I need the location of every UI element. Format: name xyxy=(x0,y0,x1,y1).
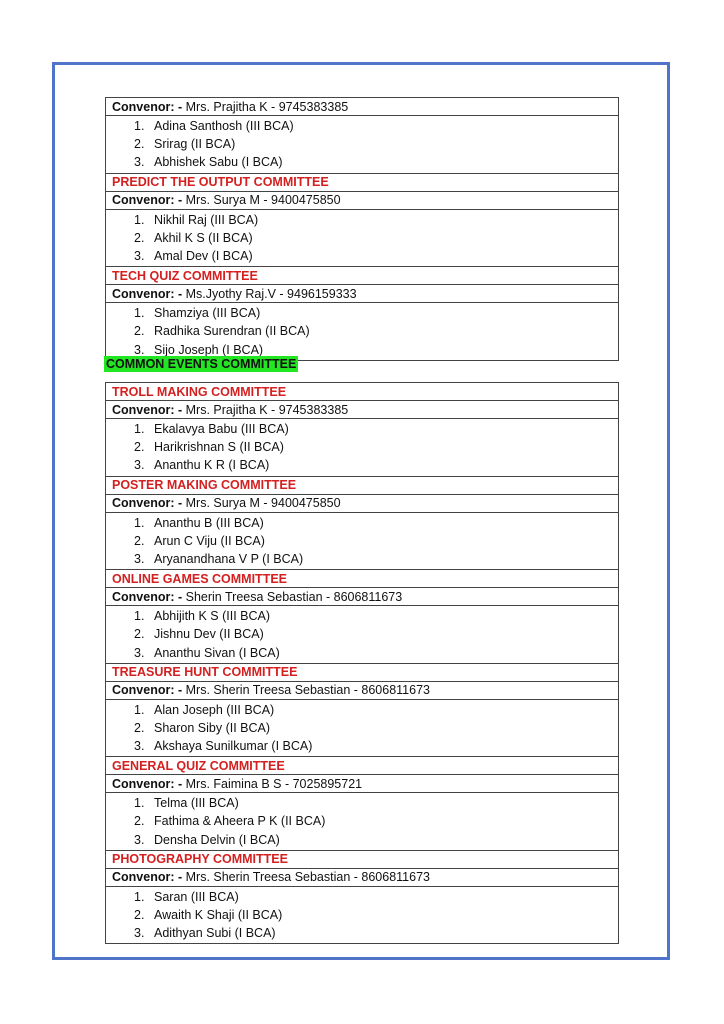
list-item xyxy=(134,701,612,719)
committee-title: POSTER MAKING COMMITTEE xyxy=(106,476,619,494)
member-name: Adina Santhosh (III BCA) xyxy=(154,119,294,133)
member-name: Aryanandhana V P (I BCA) xyxy=(154,551,304,566)
list-number: 2. xyxy=(134,137,145,152)
members-row xyxy=(106,419,619,477)
list-number: 1. xyxy=(134,889,145,904)
convenor-name: Mrs. Surya M - 9400475850 xyxy=(185,496,341,511)
list-item xyxy=(134,888,612,906)
member-name: Akshaya Sunilkumar (I BCA) xyxy=(154,739,313,754)
list-item xyxy=(134,247,612,265)
list-number: 3. xyxy=(134,155,145,170)
members-list xyxy=(106,606,619,664)
list-item xyxy=(134,322,612,340)
members-row xyxy=(106,699,619,757)
convenor-label: Convenor: - xyxy=(112,870,183,885)
member-name: Nikhil Raj (III BCA) xyxy=(154,212,259,227)
members-row xyxy=(106,793,619,851)
committee-title: PREDICT THE OUTPUT COMMITTEE xyxy=(106,173,619,191)
member-name: Arun C Viju (II BCA) xyxy=(154,533,265,548)
committee-title: ONLINE GAMES COMMITTEE xyxy=(106,570,619,588)
list-item xyxy=(134,625,612,643)
convenor-label: Convenor: - xyxy=(112,683,183,698)
committee-table-top xyxy=(105,97,619,361)
convenor-label: Convenor: - xyxy=(112,589,183,604)
convenor-name: Ms.Jyothy Raj.V - 9496159333 xyxy=(185,286,357,301)
convenor-name: Mrs. Sherin Treesa Sebastian - 8606811673 xyxy=(185,870,430,885)
list-item xyxy=(134,831,612,849)
member-name: Amal Dev (I BCA) xyxy=(154,248,253,263)
convenor-name: Mrs. Surya M - 9400475850 xyxy=(185,193,341,208)
list-item xyxy=(134,438,612,456)
member-name: Densha Delvin (I BCA) xyxy=(154,832,280,847)
list-item xyxy=(134,644,612,662)
list-item xyxy=(134,135,612,153)
convenor-cell xyxy=(106,868,619,886)
member-name: Harikrishnan S (II BCA) xyxy=(154,440,284,455)
list-number: 3. xyxy=(134,739,145,754)
members-list xyxy=(106,303,619,361)
list-item xyxy=(134,794,612,812)
convenor-name: Mrs. Faimina B S - 7025895721 xyxy=(185,776,363,791)
members-list xyxy=(106,793,619,851)
member-name: Awaith K Shaji (II BCA) xyxy=(154,908,283,922)
committee-title: TECH QUIZ COMMITTEE xyxy=(106,267,619,285)
convenor-name: Mrs. Prajitha K - 9745383385 xyxy=(185,402,349,417)
convenor-cell xyxy=(106,775,619,793)
convenor-row xyxy=(106,191,619,209)
list-number: 1. xyxy=(134,702,145,717)
list-number: 3. xyxy=(134,551,145,566)
list-item xyxy=(134,737,612,755)
convenor-name: Mrs. Prajitha K - 9745383385 xyxy=(185,99,349,114)
list-item xyxy=(134,229,612,247)
committee-heading-row xyxy=(106,383,619,401)
list-item xyxy=(134,607,612,625)
members-row xyxy=(106,116,619,174)
convenor-label: Convenor: - xyxy=(112,286,183,301)
list-number: 3. xyxy=(134,926,145,941)
members-row xyxy=(106,209,619,267)
convenor-row xyxy=(106,494,619,512)
list-number: 1. xyxy=(134,609,145,624)
list-item xyxy=(134,117,612,135)
list-number: 2. xyxy=(134,533,145,548)
convenor-row xyxy=(106,775,619,793)
members-list xyxy=(106,512,619,570)
convenor-label: Convenor: - xyxy=(112,99,183,114)
list-item xyxy=(134,906,612,924)
convenor-label: Convenor: - xyxy=(112,496,183,511)
convenor-cell xyxy=(106,681,619,699)
section-title: COMMON EVENTS COMMITTEE xyxy=(106,357,297,371)
convenor-label: Convenor: - xyxy=(112,776,183,791)
members-list xyxy=(106,886,619,944)
members-list xyxy=(106,116,619,174)
convenor-cell xyxy=(106,98,619,116)
list-number: 1. xyxy=(134,422,145,436)
committee-table-common-events xyxy=(105,382,619,944)
convenor-row xyxy=(106,98,619,116)
members-row xyxy=(106,512,619,570)
member-name: Akhil K S (II BCA) xyxy=(154,230,253,245)
member-name: Alan Joseph (III BCA) xyxy=(154,702,275,717)
list-number: 3. xyxy=(134,342,145,357)
members-row xyxy=(106,303,619,361)
member-name: Ananthu K R (I BCA) xyxy=(154,458,270,473)
convenor-row xyxy=(106,588,619,606)
list-number: 1. xyxy=(134,796,145,811)
convenor-row xyxy=(106,868,619,886)
convenor-cell xyxy=(106,401,619,419)
member-name: Ananthu Sivan (I BCA) xyxy=(154,645,280,660)
list-item xyxy=(134,211,612,229)
list-number: 1. xyxy=(134,515,145,530)
convenor-name: Sherin Treesa Sebastian - 8606811673 xyxy=(185,589,403,604)
convenor-cell xyxy=(106,191,619,209)
list-item xyxy=(134,719,612,737)
members-list xyxy=(106,209,619,267)
convenor-name: Mrs. Sherin Treesa Sebastian - 8606811673 xyxy=(185,683,430,698)
committee-heading-row xyxy=(106,267,619,285)
member-name: Sharon Siby (II BCA) xyxy=(154,720,271,735)
members-row xyxy=(106,886,619,944)
list-number: 2. xyxy=(134,720,145,735)
list-item xyxy=(134,532,612,550)
member-name: Ananthu B (III BCA) xyxy=(154,515,264,530)
list-number: 2. xyxy=(134,440,145,455)
convenor-row xyxy=(106,401,619,419)
list-number: 3. xyxy=(134,248,145,263)
member-name: Shamziya (III BCA) xyxy=(154,306,261,321)
list-item xyxy=(134,420,612,438)
list-number: 3. xyxy=(134,458,145,473)
convenor-row xyxy=(106,285,619,303)
member-name: Radhika Surendran (II BCA) xyxy=(154,324,310,339)
list-item xyxy=(134,812,612,830)
committee-title: GENERAL QUIZ COMMITTEE xyxy=(106,757,619,775)
list-number: 3. xyxy=(134,832,145,847)
convenor-cell xyxy=(106,588,619,606)
member-name: Telma (III BCA) xyxy=(154,796,239,811)
convenor-label: Convenor: - xyxy=(112,193,183,208)
member-name: Ekalavya Babu (III BCA) xyxy=(154,422,289,436)
list-number: 2. xyxy=(134,908,145,922)
members-row xyxy=(106,606,619,664)
committee-title: TREASURE HUNT COMMITTEE xyxy=(106,663,619,681)
list-item xyxy=(134,514,612,532)
member-name: Saran (III BCA) xyxy=(154,889,239,904)
member-name: Abhijith K S (III BCA) xyxy=(154,609,271,624)
list-number: 1. xyxy=(134,306,145,321)
committee-heading-row xyxy=(106,173,619,191)
convenor-cell xyxy=(106,494,619,512)
members-list xyxy=(106,419,619,477)
committee-heading-row xyxy=(106,850,619,868)
list-number: 2. xyxy=(134,814,145,829)
list-item xyxy=(134,550,612,568)
committee-heading-row xyxy=(106,663,619,681)
committee-heading-row xyxy=(106,570,619,588)
list-number: 2. xyxy=(134,627,145,642)
member-name: Abhishek Sabu (I BCA) xyxy=(154,155,283,170)
list-number: 3. xyxy=(134,645,145,660)
committee-title: PHOTOGRAPHY COMMITTEE xyxy=(106,850,619,868)
list-item xyxy=(134,456,612,474)
list-number: 1. xyxy=(134,119,145,133)
list-item xyxy=(134,304,612,322)
members-list xyxy=(106,699,619,757)
list-number: 2. xyxy=(134,230,145,245)
convenor-row xyxy=(106,681,619,699)
list-number: 1. xyxy=(134,212,145,227)
member-name: Adithyan Subi (I BCA) xyxy=(154,926,276,941)
list-item xyxy=(134,924,612,942)
member-name: Jishnu Dev (II BCA) xyxy=(154,627,264,642)
convenor-label: Convenor: - xyxy=(112,402,183,417)
list-item xyxy=(134,153,612,171)
member-name: Srirag (II BCA) xyxy=(154,137,236,152)
committee-heading-row xyxy=(106,476,619,494)
member-name: Sijo Joseph (I BCA) xyxy=(154,342,264,357)
convenor-cell xyxy=(106,285,619,303)
committee-heading-row xyxy=(106,757,619,775)
list-number: 2. xyxy=(134,324,145,339)
committee-title: TROLL MAKING COMMITTEE xyxy=(106,383,619,401)
member-name: Fathima & Aheera P K (II BCA) xyxy=(154,814,326,829)
